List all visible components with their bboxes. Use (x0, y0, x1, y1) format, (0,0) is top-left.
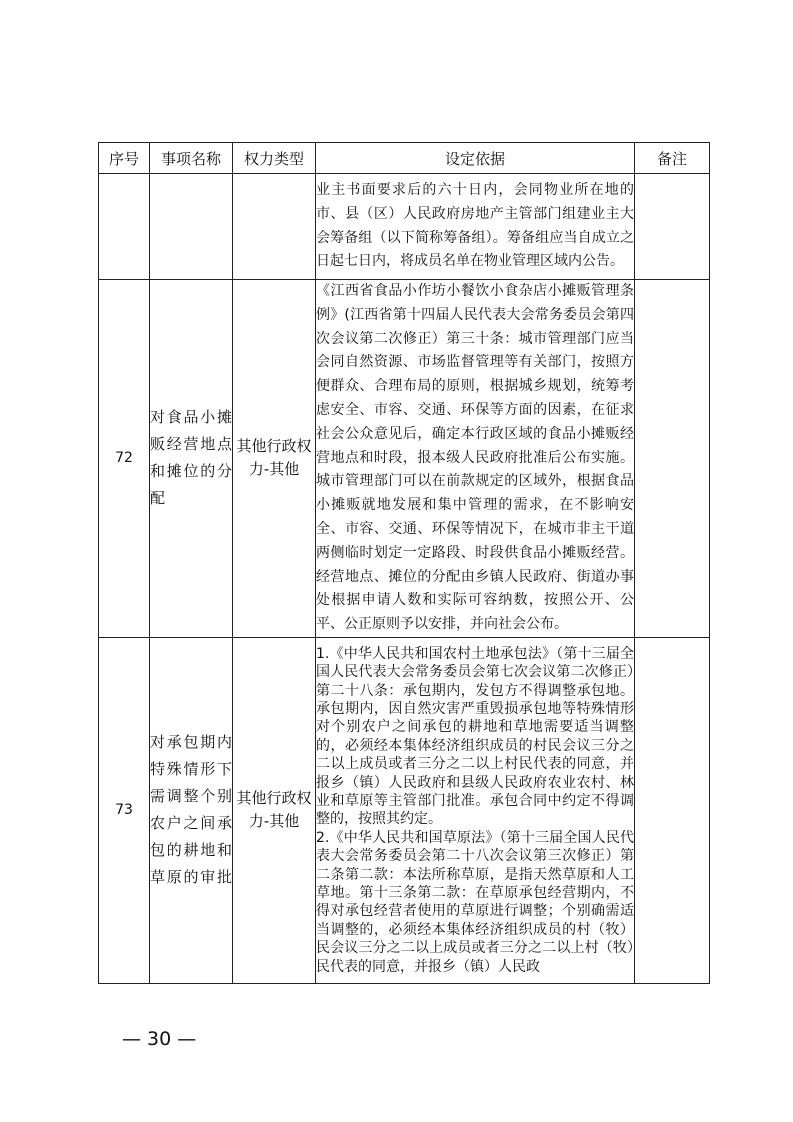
row-note (635, 637, 710, 983)
row-note (635, 280, 710, 638)
row-name: 对食品小摊贩经营地点和摊位的分配 (150, 280, 233, 638)
basis-paragraph-2: 2.《中华人民共和国草原法》（第十三届全国人民代表大会常务委员会第二十八次会议第三次修正）第二条第二款：本法所称草原，是指天然草原和人工草地。第十三条第二款：在草原承包经营期内，不得对承包经营者使用的草原进行调整；个别确需适当调整的，必须经本集体经济组织成员的村（牧）民会议三分之二以上成员或者三分之二以上村（牧）民代表的同意，并报乡（镇）人民政 (316, 829, 634, 975)
row-seq: 72 (99, 280, 150, 638)
table-row (99, 174, 710, 280)
row-name (150, 174, 233, 280)
power-list-table (98, 142, 710, 984)
header-basis: 设定依据 (316, 143, 635, 174)
row-name: 对承包期内特殊情形下需调整个别农户之间承包的耕地和草原的审批 (150, 637, 233, 983)
table-row (99, 637, 710, 983)
row-seq (99, 174, 150, 280)
row-basis: 业主书面要求后的六十日内，会同物业所在地的市、县（区）人民政府房地产主管部门组建业主大会筹备组（以下简称筹备组）。筹备组应当自成立之日起七日内，将成员名单在物业管理区域内公告。 (316, 174, 635, 280)
row-type (233, 174, 316, 280)
basis-paragraph-1: 1.《中华人民共和国农村土地承包法》（第十三届全国人民代表大会常务委员会第七次会议第二次修正）第二十八条：承包期内，发包方不得调整承包地。承包期内，因自然灾害严重毁损承包地等特殊情形对个别农户之间承包的耕地和草地需要适当调整的，必须经本集体经济组织成员的村民会议三分之二以上成员或者三分之二以上村民代表的同意，并报乡（镇）人民政府和县级人民政府农业农村、林业和草原等主管部门批准。承包合同中约定不得调整的，按照其约定。 (316, 645, 634, 828)
table-row (99, 280, 710, 638)
header-note: 备注 (635, 143, 710, 174)
row-type: 其他行政权力-其他 (233, 280, 316, 638)
table-header-row (99, 143, 710, 174)
header-name: 事项名称 (150, 143, 233, 174)
header-type: 权力类型 (233, 143, 316, 174)
row-basis (316, 637, 635, 983)
page-number: — 30 — (122, 1028, 197, 1050)
row-note (635, 174, 710, 280)
header-seq: 序号 (99, 143, 150, 174)
row-type: 其他行政权力-其他 (233, 637, 316, 983)
row-basis: 《江西省食品小作坊小餐饮小食杂店小摊贩管理条例》(江西省第十四届人民代表大会常务委员会第四次会议第二次修正）第三十条：城市管理部门应当会同自然资源、市场监督管理等有关部门，按照方便群众、合理布局的原则，根据城乡规划，统筹考虑安全、市容、交通、环保等方面的因素，在征求社会公众意见后，确定本行政区域的食品小摊贩经营地点和时段，报本级人民政府批准后公布实施。城市管理部门可以在前款规定的区域外，根据食品小摊贩就地发展和集中管理的需求，在不影响安全、市容、交通、环保等情况下，在城市非主干道两侧临时划定一定路段、时段供食品小摊贩经营。经营地点、摊位的分配由乡镇人民政府、街道办事处根据申请人数和实际可容纳数，按照公开、公平、公正原则予以安排，并向社会公布。 (316, 280, 635, 638)
row-seq: 73 (99, 637, 150, 983)
